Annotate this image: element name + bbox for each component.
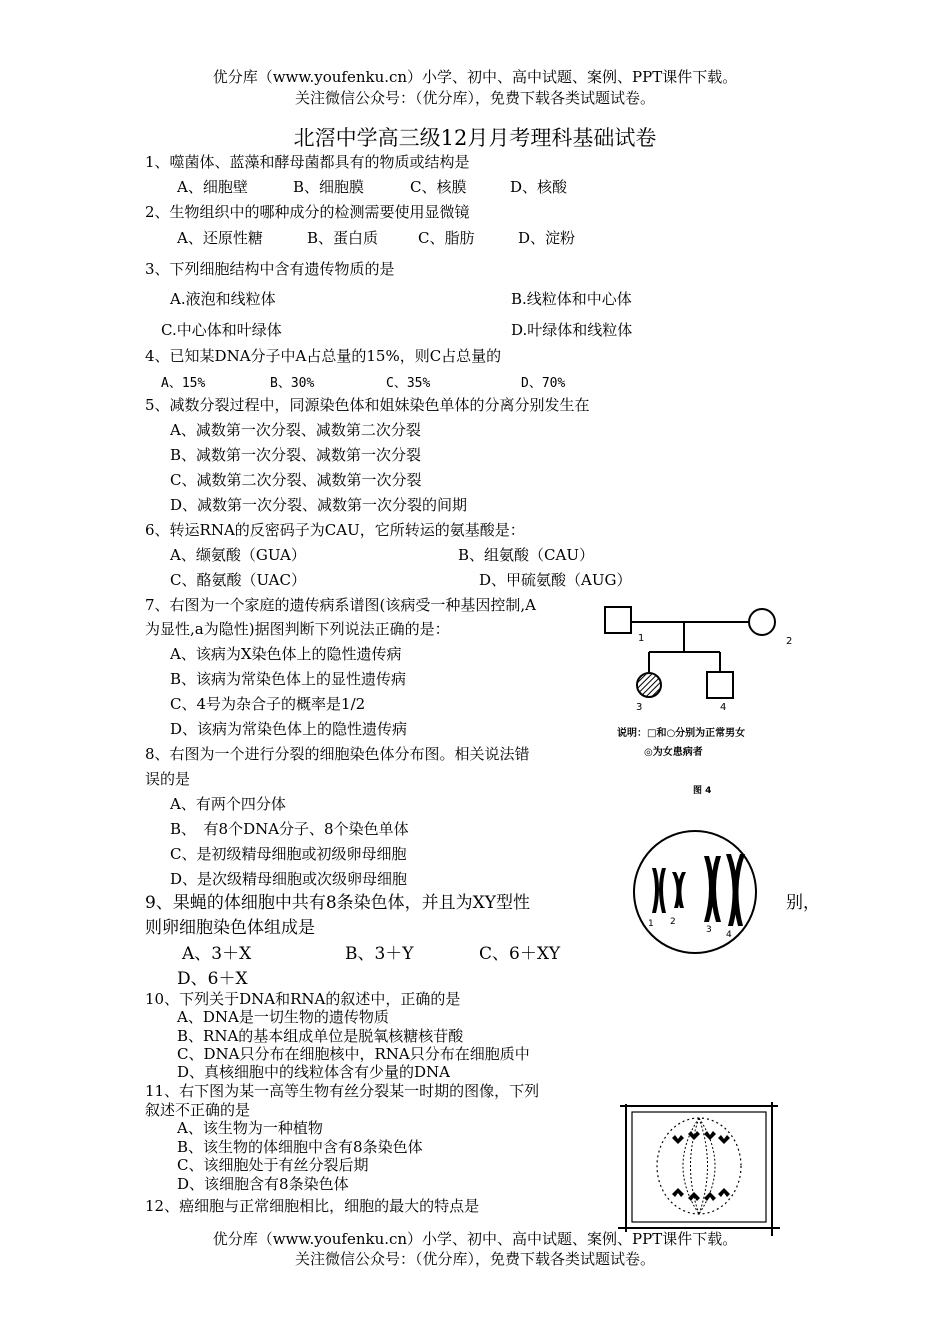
q8-stem-line1: 8、右图为一个进行分裂的细胞染色体分布图。相关说法错 (145, 745, 530, 763)
q3-option-c: C.中心体和叶绿体 (161, 321, 282, 339)
q3-option-b: B.线粒体和中心体 (511, 290, 632, 308)
page-title: 北滘中学高三级12月月考理科基础试卷 (293, 126, 657, 150)
q6-option-d: D、甲硫氨酸（AUG） (479, 571, 632, 589)
q9-option-a: A、3＋X (182, 944, 252, 964)
chromosome-label-4: 4 (726, 930, 732, 940)
pedigree-label-4: 4 (720, 702, 727, 713)
q9-option-d: D、6＋X (177, 969, 248, 989)
q5-option-a: A、减数第一次分裂、减数第二次分裂 (170, 421, 421, 439)
male-1-square (605, 607, 631, 633)
q6-option-c: C、酪氨酸（UAC） (170, 571, 306, 589)
q7-option-c: C、4号为杂合子的概率是1/2 (170, 695, 366, 713)
chromosome-label-2: 2 (670, 917, 676, 927)
q9-option-b: B、3＋Y (345, 944, 414, 964)
q10-option-c: C、DNA只分布在细胞核中，RNA只分布在细胞质中 (177, 1045, 530, 1063)
q1-stem: 1、噬菌体、蓝藻和酵母菌都具有的物质或结构是 (145, 153, 470, 171)
q6-option-b: B、组氨酸（CAU） (458, 546, 594, 564)
chromosome-cell-figure (628, 828, 763, 956)
q11-stem-line1: 11、右下图为某一高等生物有丝分裂某一时期的图像，下列 (145, 1082, 540, 1100)
q2-option-a: A、还原性糖 (177, 229, 263, 247)
pedigree-label-1: 1 (638, 633, 645, 644)
q11-option-d: D、该细胞含有8条染色体 (177, 1175, 349, 1193)
footer-line-1: 优分库（www.youfenku.cn）小学、初中、高中试题、案例、PPT课件下载。 (212, 1230, 738, 1248)
q6-option-a: A、缬氨酸（GUA） (170, 546, 306, 564)
q2-option-b: B、蛋白质 (307, 229, 379, 247)
q11-stem-line2: 叙述不正确的是 (145, 1101, 251, 1119)
plant-cell-mitosis-figure (612, 1098, 792, 1246)
q4-stem: 4、已知某DNA分子中A占总量的15%，则C占总量的 (145, 347, 502, 365)
q7-stem-line2: 为显性,a为隐性)据图判断下列说法正确的是： (145, 620, 450, 638)
q5-option-c: C、减数第二次分裂、减数第一次分裂 (170, 471, 422, 489)
q8-stem-line2: 误的是 (145, 770, 191, 788)
figure-caption: 图 4 (693, 786, 712, 796)
q1-option-d: D、核酸 (510, 178, 568, 196)
cell-wall-inner (632, 1112, 766, 1222)
q5-option-b: B、减数第一次分裂、减数第一次分裂 (170, 446, 422, 464)
q10-stem: 10、下列关于DNA和RNA的叙述中，正确的是 (145, 990, 461, 1008)
q2-stem: 2、生物组织中的哪种成分的检测需要使用显微镜 (145, 203, 470, 221)
q10-option-b: B、RNA的基本组成单位是脱氧核糖核苷酸 (177, 1027, 464, 1045)
q7-stem-line1: 7、右图为一个家庭的遗传病系谱图(该病受一种基因控制,A (145, 596, 536, 614)
q2-option-d: D、淀粉 (518, 229, 576, 247)
q9-stem-line2: 则卵细胞染色体组成是 (145, 918, 315, 938)
q1-option-b: B、细胞膜 (293, 178, 365, 196)
q2-option-c: C、脂肪 (418, 229, 475, 247)
male-4-square (707, 672, 733, 698)
q7-option-b: B、该病为常染色体上的显性遗传病 (170, 670, 407, 688)
q11-option-a: A、该生物为一种植物 (177, 1119, 323, 1137)
pedigree-legend-2: ◎为女患病者 (644, 747, 703, 758)
q11-option-c: C、该细胞处于有丝分裂后期 (177, 1156, 369, 1174)
chromosome-label-1: 1 (648, 919, 654, 929)
q7-option-a: A、该病为X染色体上的隐性遗传病 (170, 645, 402, 663)
pedigree-legend-1: 说明：□和○分别为正常男女 (617, 728, 746, 739)
q8-option-c: C、是初级精母细胞或初级卵母细胞 (170, 845, 407, 863)
q4-option-b: B、30% (270, 376, 315, 391)
q4-option-d: D、70% (521, 376, 566, 391)
q5-stem: 5、减数分裂过程中，同源染色体和姐妹染色单体的分离分别发生在 (145, 396, 590, 414)
q5-option-d: D、减数第一次分裂、减数第一次分裂的间期 (170, 496, 468, 514)
q9-option-c: C、6＋XY (479, 944, 561, 964)
q3-option-a: A.液泡和线粒体 (170, 290, 276, 308)
female-2-circle (749, 609, 775, 635)
q8-option-a: A、有两个四分体 (170, 795, 286, 813)
header-line-1: 优分库（www.youfenku.cn）小学、初中、高中试题、案例、PPT课件下载。 (212, 68, 738, 86)
q4-option-a: A、15% (161, 376, 206, 391)
q10-option-a: A、DNA是一切生物的遗传物质 (177, 1008, 389, 1026)
pedigree-label-2: 2 (786, 636, 793, 647)
spindle-outline (657, 1118, 741, 1214)
affected-female-3 (637, 673, 661, 697)
q11-option-b: B、该生物的体细胞中含有8条染色体 (177, 1138, 423, 1156)
q9-stem-line1-end: 别， (786, 893, 820, 913)
header-line-2: 关注微信公众号：（优分库），免费下载各类试题试卷。 (294, 89, 655, 107)
pedigree-figure (600, 595, 810, 800)
q12-stem: 12、癌细胞与正常细胞相比，细胞的最大的特点是 (145, 1197, 480, 1215)
q7-option-d: D、该病为常染色体上的隐性遗传病 (170, 720, 408, 738)
q1-option-a: A、细胞壁 (177, 178, 248, 196)
q10-option-d: D、真核细胞中的线粒体含有少量的DNA (177, 1063, 451, 1081)
q3-stem: 3、下列细胞结构中含有遗传物质的是 (145, 260, 395, 278)
chromosome-label-3: 3 (706, 925, 712, 935)
q3-option-d: D.叶绿体和线粒体 (511, 321, 633, 339)
q6-stem: 6、转运RNA的反密码子为CAU，它所转运的氨基酸是： (145, 521, 525, 539)
pedigree-label-3: 3 (636, 702, 643, 713)
footer-line-2: 关注微信公众号：（优分库），免费下载各类试题试卷。 (294, 1250, 655, 1268)
q8-option-d: D、是次级精母细胞或次级卵母细胞 (170, 870, 408, 888)
cell-wall-outer (618, 1102, 780, 1236)
q9-stem-line1: 9、果蝇的体细胞中共有8条染色体，并且为XY型性 (145, 893, 530, 913)
q8-option-b: B、 有8个DNA分子、8个染色单体 (170, 820, 409, 838)
q4-option-c: C、35% (386, 376, 431, 391)
q1-option-c: C、核膜 (410, 178, 467, 196)
